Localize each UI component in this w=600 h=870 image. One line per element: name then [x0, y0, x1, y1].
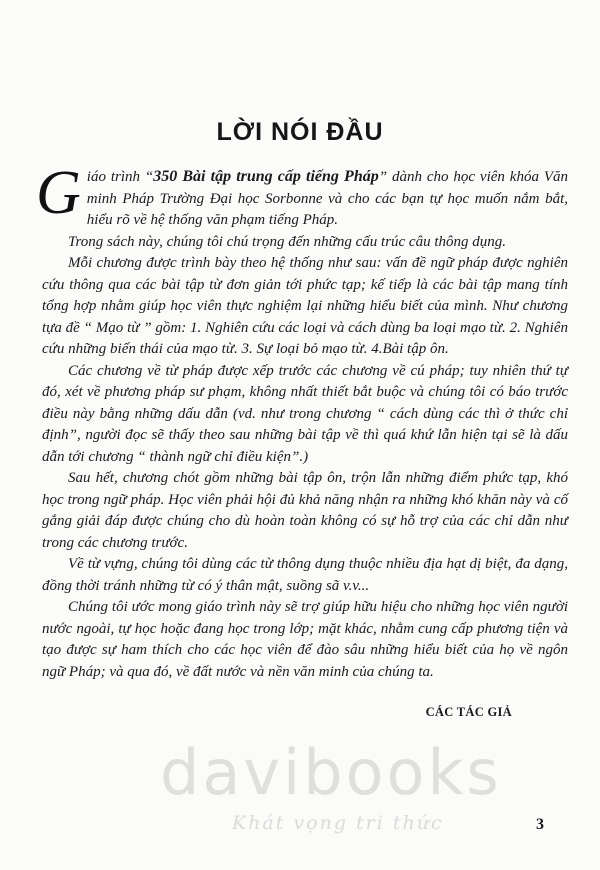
- drop-cap: G: [36, 159, 81, 227]
- watermark-brand: davibooks: [160, 736, 502, 809]
- paragraph-7: Chúng tôi ước mong giáo trình này sẽ trợ giúp hữu hiệu cho những học viên người nước ngoài, tự học hoặc đang học trong lớp; mặt khác, nhằm cung cấp phương tiện và tạo được sự ham thích cho các học viên để đào sâu những hiểu biết của họ về ngôn ngữ Pháp; và qua đó, về đất nước và nền văn minh của chúng ta.: [42, 599, 568, 680]
- page-title: LỜI NÓI ĐẦU: [216, 118, 384, 146]
- paragraph-2: Trong sách này, chúng tôi chú trọng đến những cấu trúc câu thông dụng.: [68, 233, 507, 250]
- paragraph-1-rest: ” dành cho học viên khóa Văn minh Pháp Trường Đại học Sorbonne và cho các bạn tự học muốn nắm bắt, hiểu rõ về hệ thống văn phạm tiếng Pháp.: [86, 169, 568, 228]
- paragraph-1-lead: iáo trình “: [86, 169, 154, 185]
- author-signature: CÁC TÁC GIẢ: [425, 705, 512, 719]
- paragraph-6: Về từ vựng, chúng tôi dùng các từ thông dụng thuộc nhiều địa hạt dị biệt, đa dạng, đồng thời tránh những từ có ý thân mật, suồng sã v.v...: [42, 556, 568, 594]
- book-title: 350 Bài tập trung cấp tiếng Pháp: [153, 168, 379, 185]
- watermark-tagline: Khát vọng tri thức: [232, 812, 444, 834]
- paragraph-4: Các chương về từ pháp được xếp trước các chương về cú pháp; tuy nhiên thứ tự đó, xét về phương pháp sư phạm, không nhất thiết bắt buộc và chúng tôi có báo trước điều này bằng những dấu dẫn (vd. như trong chương “ cách dùng các thì ở thức chỉ định”, người đọc sẽ thấy theo sau những bài tập về thì quá khứ lẫn hiện tại sẽ là dấu dẫn tới chương “ thành ngữ chỉ điều kiện”.): [42, 362, 568, 465]
- page-number: 3: [536, 816, 544, 833]
- paragraph-1: [36, 159, 568, 232]
- paragraph-5: Sau hết, chương chót gồm những bài tập ôn, trộn lẫn những điểm phức tạp, khó học trong ngữ pháp. Học viên phải hội đủ khả năng nhận ra những khó khăn này và cố gắng giải đáp được chúng cho dù hoàn toàn không có sự hỗ trợ của các chỉ dẫn như trong các chương trước.: [42, 470, 568, 551]
- paragraph-3: Mỗi chương được trình bày theo hệ thống như sau: vấn đề ngữ pháp được nghiên cứu thông qua các bài tập từ đơn giản tới phức tạp; kế tiếp là các bài tập mang tính tổng hợp nhằm giúp học viên thực nghiệm lại những hiểu biết của mình. Như chương tựa đề “ Mạo từ ” gồm: 1. Nghiên cứu các loại và cách dùng ba loại mạo từ. 2. Nghiên cứu những biến thái của mạo từ. 3. Sự loại bỏ mạo từ. 4.Bài tập ôn.: [42, 255, 568, 357]
- preface-body: [36, 159, 568, 683]
